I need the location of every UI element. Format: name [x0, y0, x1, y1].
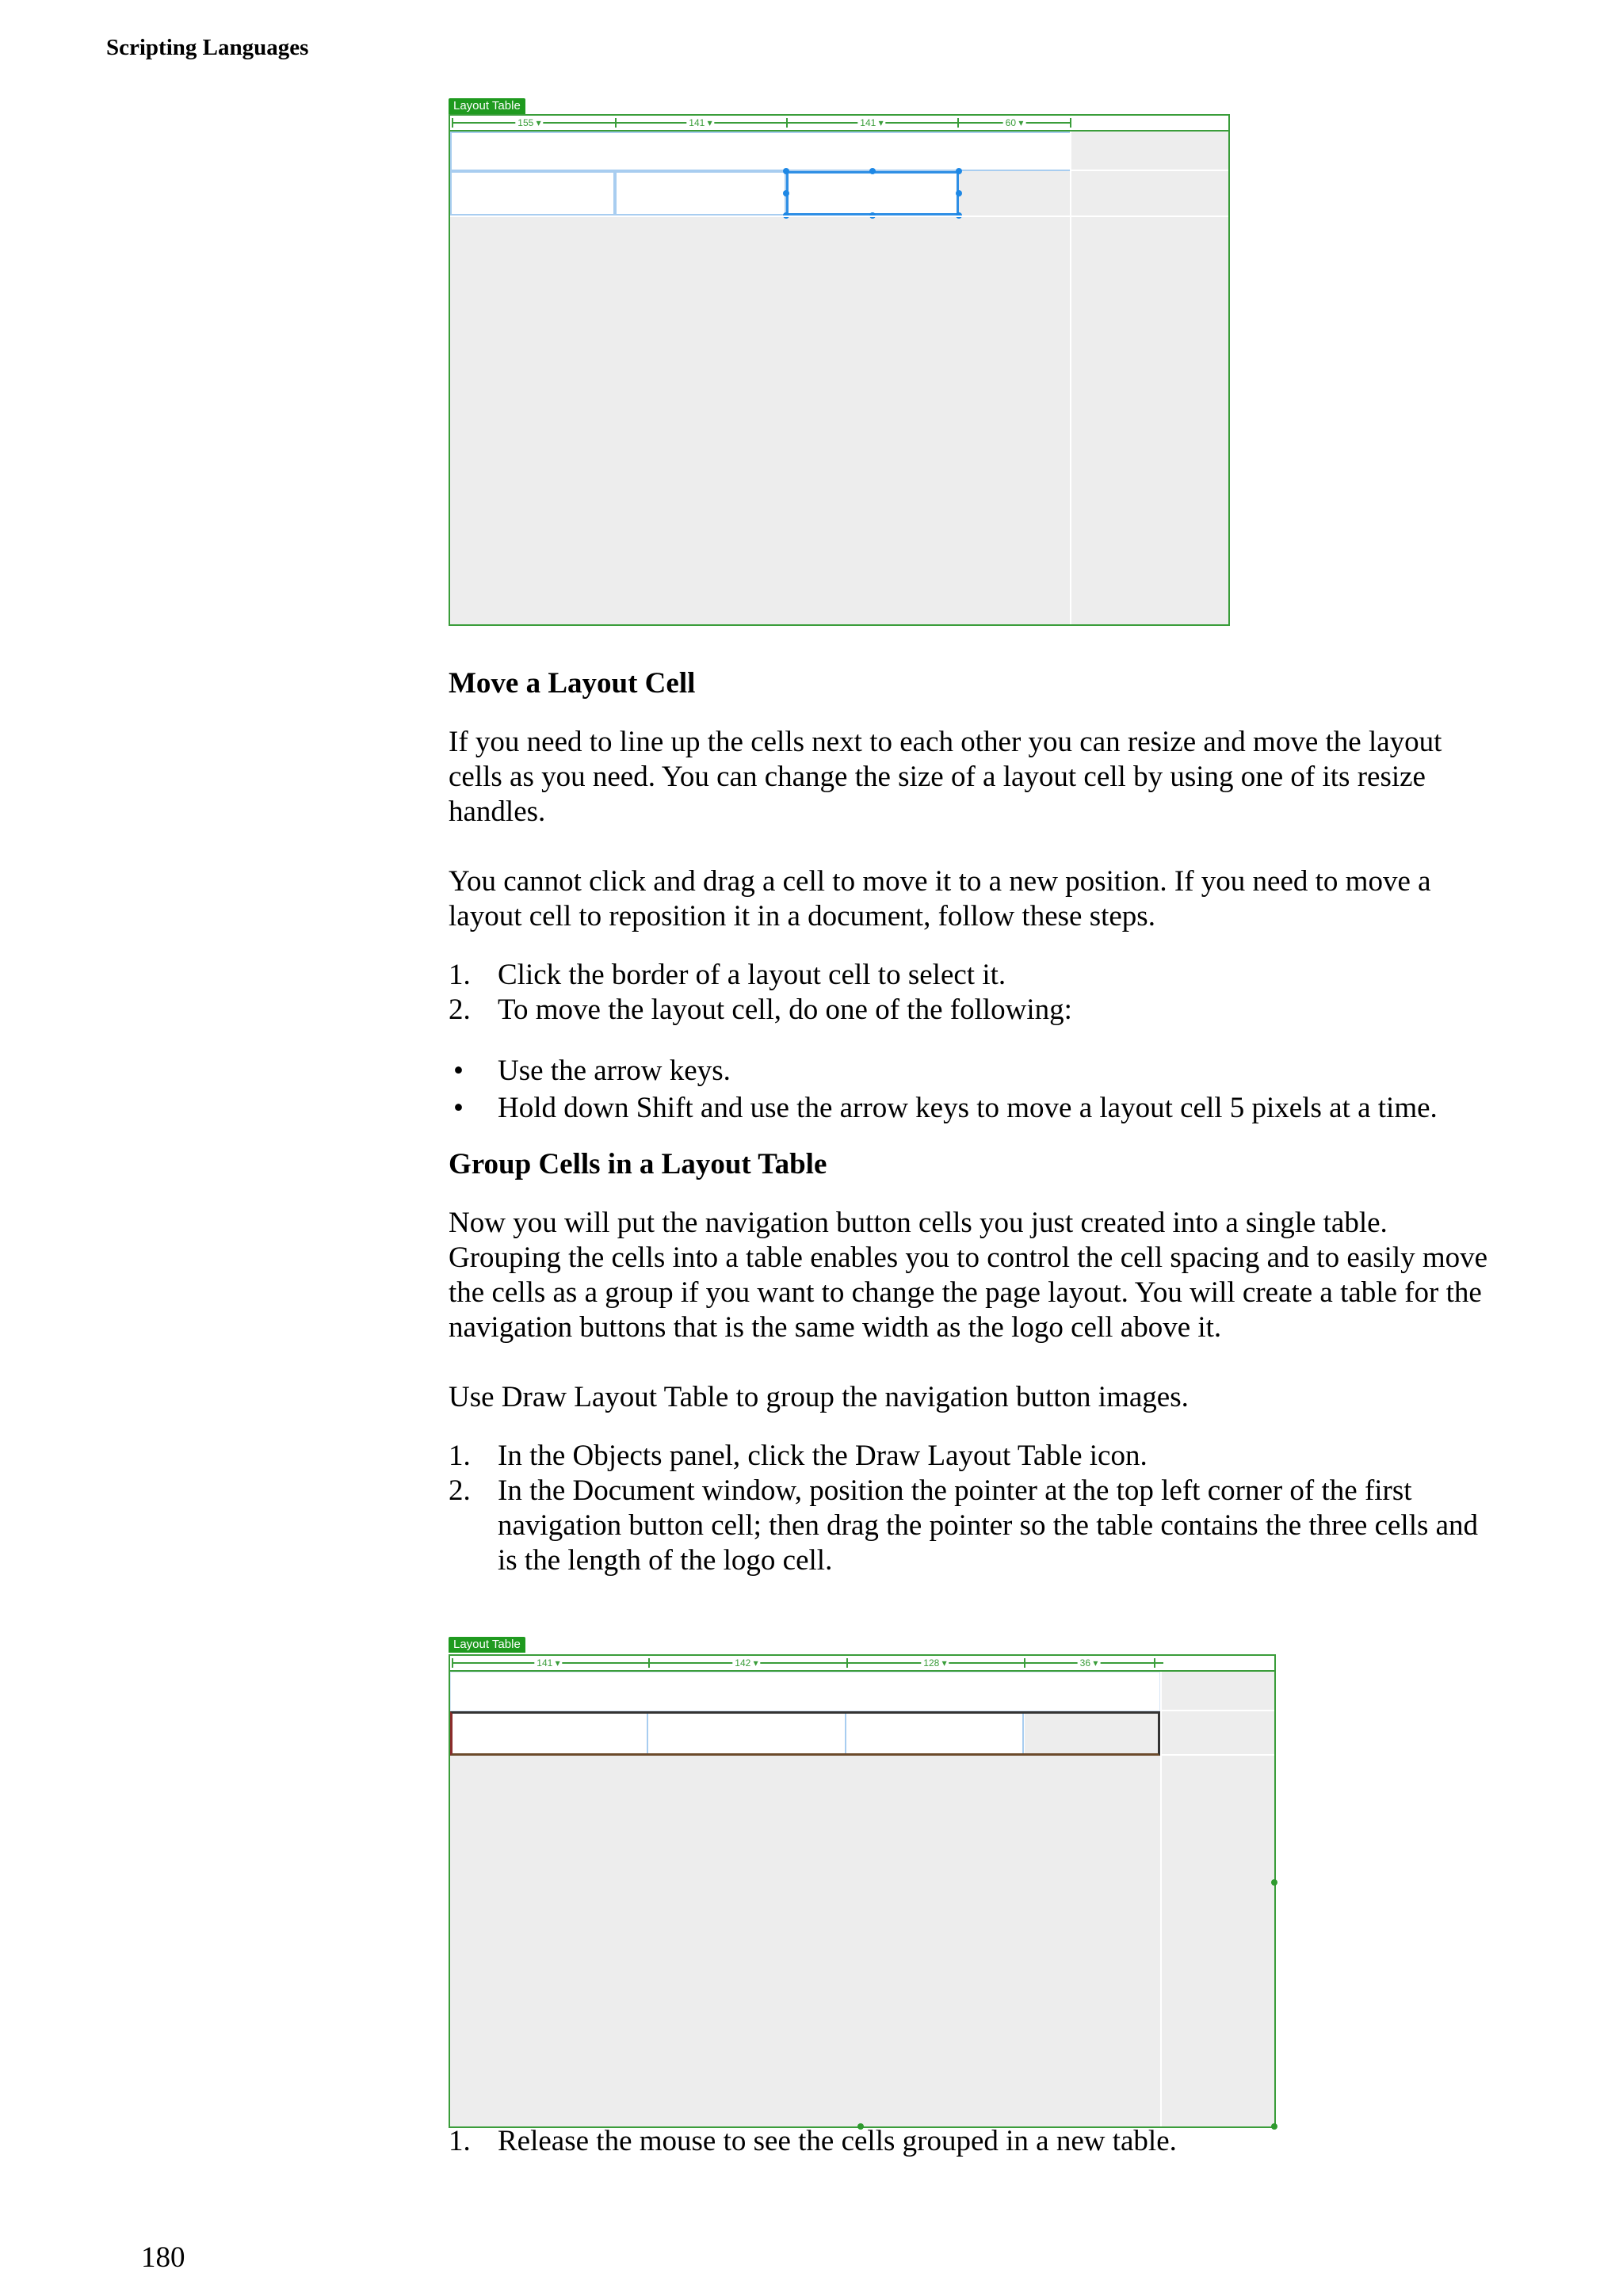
- column-width-menu[interactable]: 128 ▾: [921, 1656, 949, 1670]
- resize-handle[interactable]: [783, 168, 789, 174]
- move-section: [449, 666, 1495, 1578]
- column-divider: [648, 1658, 650, 1668]
- list-item: 1. Click the border of a layout cell to select it.: [449, 959, 1006, 991]
- paragraph: If you need to line up the cells next to each other you can resize and move the layout cells as you need. You can change the size of a layout cell by using one of its resize handles.: [449, 726, 1442, 828]
- column-divider: [615, 118, 617, 128]
- layout-table-figure-2: [449, 1637, 1276, 2128]
- resize-handle[interactable]: [783, 190, 789, 196]
- layout-table-tag: Layout Table: [449, 98, 525, 114]
- cell-divider: [1022, 1714, 1024, 1753]
- list-item: 2. To move the layout cell, do one of the following:: [449, 994, 1072, 1026]
- nav-cell[interactable]: [615, 171, 786, 215]
- grid-line: [1070, 132, 1071, 624]
- grid-line: [450, 215, 1228, 217]
- column-width-header: [450, 1656, 1274, 1672]
- section-heading: Move a Layout Cell: [449, 667, 696, 700]
- list-item: 2. In the Document window, position the pointer at the top left corner of the first navigation button cell; then drag the pointer so the table contains the three cells and is the length of the logo cell.: [449, 1474, 1479, 1577]
- bullet-list: [449, 1054, 1495, 1126]
- list-item: 1. Release the mouse to see the cells grouped in a new table.: [449, 2125, 1177, 2157]
- column-width-menu[interactable]: 141 ▾: [857, 116, 885, 130]
- column-divider: [846, 1658, 848, 1668]
- paragraph: Use Draw Layout Table to group the navigation button images.: [449, 1381, 1189, 1413]
- column-width-menu[interactable]: 141 ▾: [534, 1656, 562, 1670]
- column-width-menu[interactable]: 141 ▾: [686, 116, 714, 130]
- column-width-bar: [452, 122, 1070, 124]
- resize-handle[interactable]: [956, 190, 962, 196]
- logo-cell[interactable]: [450, 1672, 1160, 1711]
- nav-cell-selected[interactable]: [786, 171, 959, 215]
- empty-cell: [1025, 1714, 1158, 1753]
- column-divider: [1154, 1658, 1155, 1668]
- column-divider: [1024, 1658, 1025, 1668]
- list-item: • Hold down Shift and use the arrow keys to move a layout cell 5 pixels at a time.: [453, 1092, 1438, 1124]
- column-width-menu[interactable]: 142 ▾: [732, 1656, 760, 1670]
- cell-divider: [647, 1714, 648, 1753]
- column-width-menu[interactable]: 60 ▾: [1003, 116, 1026, 130]
- column-width-menu[interactable]: 36 ▾: [1078, 1656, 1101, 1670]
- final-step: [449, 2124, 1495, 2159]
- list-item: 1. In the Objects panel, click the Draw Layout Table icon.: [449, 1440, 1148, 1472]
- column-divider: [452, 118, 453, 128]
- cell-divider: [845, 1714, 846, 1753]
- layout-table-frame: [449, 114, 1230, 626]
- numbered-list: [449, 958, 1495, 1028]
- column-width-header: [450, 116, 1228, 132]
- list-item: • Use the arrow keys.: [453, 1055, 731, 1087]
- column-divider: [1070, 118, 1071, 128]
- resize-handle[interactable]: [869, 168, 876, 174]
- column-divider: [786, 118, 788, 128]
- page-number: 180: [141, 2241, 185, 2274]
- numbered-list: [449, 1439, 1495, 1578]
- resize-handle[interactable]: [956, 168, 962, 174]
- grid-line: [1071, 170, 1228, 171]
- nav-cell[interactable]: [450, 171, 615, 215]
- column-divider: [957, 118, 959, 128]
- paragraph: You cannot click and drag a cell to move it to a new position. If you need to move a layout cell to reposition it in a document, follow these steps.: [449, 865, 1431, 933]
- grid-line: [1160, 1672, 1162, 2126]
- layout-table-figure-1: [449, 98, 1230, 626]
- column-divider: [452, 1658, 453, 1668]
- paragraph: Now you will put the navigation button cells you just created into a single table. Grouping the cells into a table enables you to control the cell spacing and to easily move the cells as a group if you want to change the page layout. You will create a table for the navigation buttons that is the same width as the logo cell above it.: [449, 1207, 1488, 1344]
- grid-line: [1160, 1754, 1274, 1756]
- column-width-menu[interactable]: 155 ▾: [515, 116, 543, 130]
- layout-table-tag: Layout Table: [449, 1637, 525, 1653]
- resize-handle[interactable]: [1271, 1879, 1277, 1886]
- running-header: Scripting Languages: [106, 35, 309, 60]
- grid-line: [1160, 1710, 1274, 1711]
- logo-cell[interactable]: [450, 132, 1071, 171]
- layout-table-frame: [449, 1654, 1276, 2128]
- section-heading: Group Cells in a Layout Table: [449, 1148, 827, 1180]
